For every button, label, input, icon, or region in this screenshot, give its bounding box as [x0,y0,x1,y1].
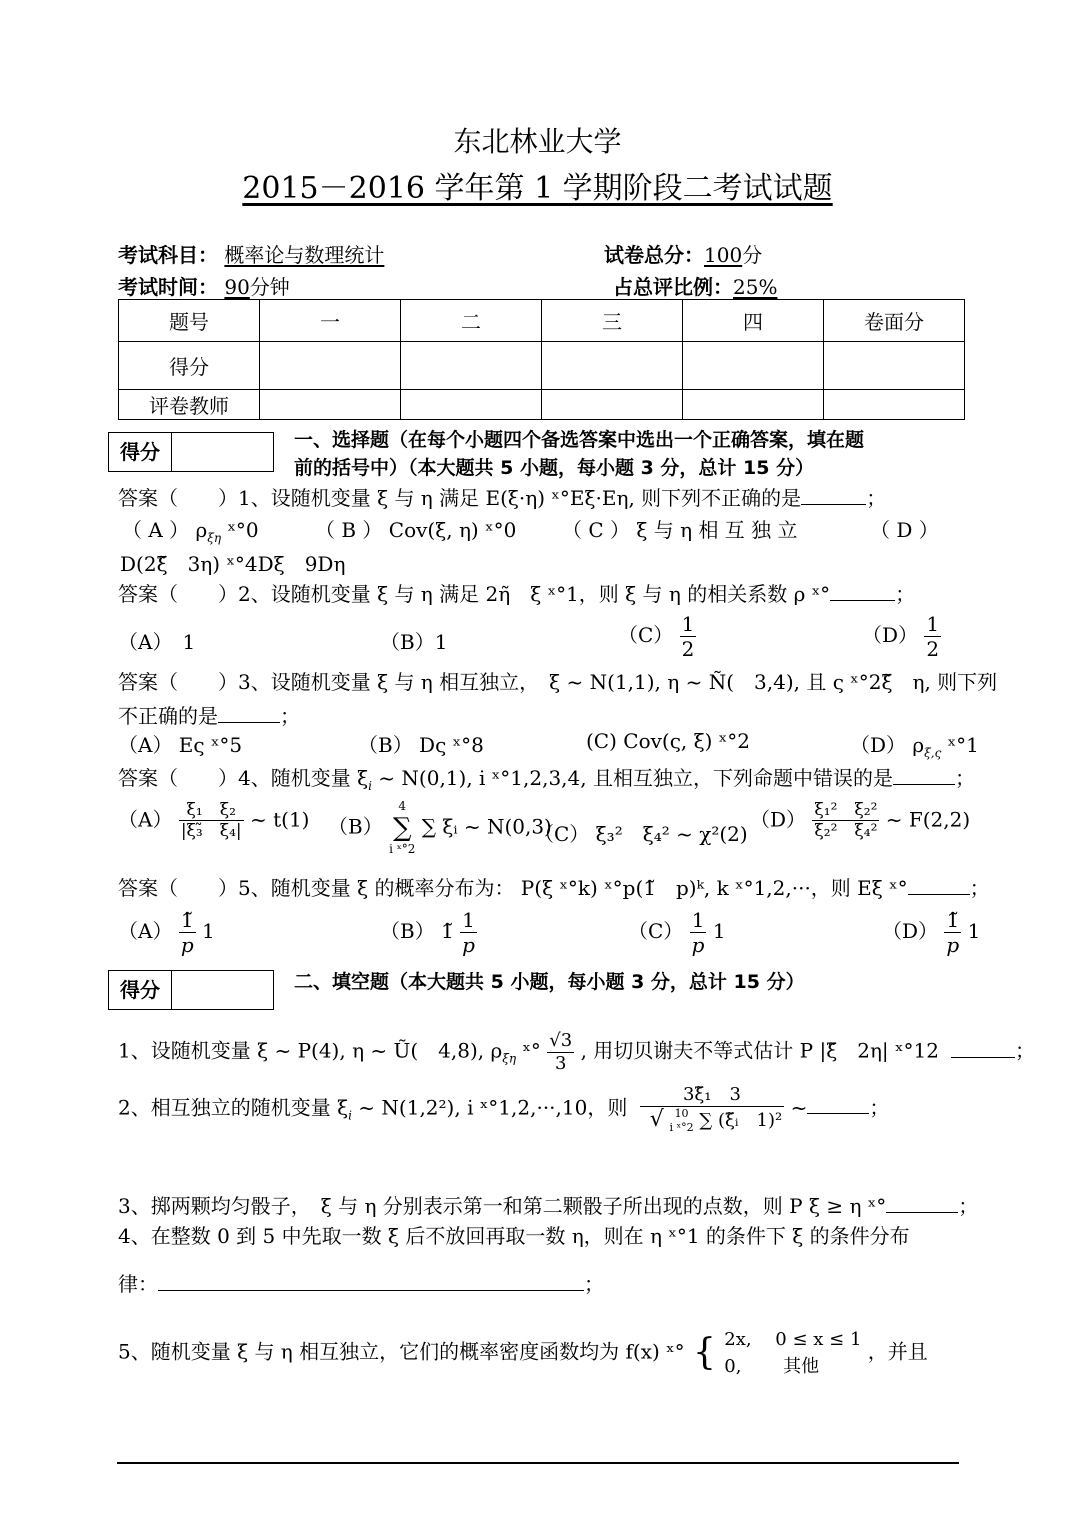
grader-row-label: 评卷教师 [119,390,260,420]
s1-q5-opt-a: （A） $\frac{1̃}{p}$ 1 [118,908,215,957]
s1-q1-text: 答案（ ）1、设随机变量 ξ 与 η 满足 E(ξ·η) ˣ°Eξ·Eη, 则下列不正确的是 [118,486,802,510]
score-cell[interactable] [260,342,401,390]
score-table-header: 四 [683,300,824,342]
section1-heading-line2: 前的括号中）（本大题共 5 小题，每小题 3 分，总计 15 分） [294,457,815,479]
s1-q2-blank[interactable] [830,600,895,601]
s2-q3: 3、掷两颗均匀骰子， ξ 与 η 分别表示第一和第二颗骰子所出现的点数，则 P ξ ≥ η ˣ° ； [118,1194,979,1218]
s1-q1-opt-d-formula: D(2ξ̃ 3η) ˣ°4Dξ 9Dη [120,552,346,576]
s1-q2-text: 答案（ ）2、设随机变量 ξ 与 η 满足 2η̃ ξ ˣ°1，则 ξ 与 η 的相关系数 ρ ˣ° [118,582,831,606]
score-table-header: 三 [542,300,683,342]
s1-q5-stem: 答案（ ）5、随机变量 ξ 的概率分布为： P(ξ ˣ°k) ˣ°p(1̃ p)ᵏ, k ˣ°1,2,···，则 Eξ ˣ° ； [118,876,990,900]
grader-cell[interactable] [824,390,965,420]
grader-cell[interactable] [260,390,401,420]
subject-label: 考试科目 [118,243,198,267]
grader-cell[interactable] [401,390,542,420]
score-cell[interactable] [824,342,965,390]
s1-q1-opt-c: （ C ） ξ 与 η 相 互 独 立 [562,518,798,542]
s1-q2-stem: 答案（ ）2、设随机变量 ξ 与 η 满足 2η̃ ξ ˣ°1，则 ξ 与 η 的相关系数 ρ ˣ° ； [118,582,916,606]
s1-q1-opt-a: （ A ） $\rho_{\xi\eta}$ ˣ°0 [122,518,259,545]
s1-q4-stem: 答案（ ）4、随机变量 $\xi_i$ ~ N(0,1), i ˣ°1,2,3,4, 且相互独立，下列命题中错误的是 ； [118,766,975,793]
s1-q2-opt-a: （A） 1 [118,630,196,654]
total-label: 试卷总分： [604,243,704,267]
university-name: 东北林业大学 [453,125,622,158]
ratio-value: 25% [733,275,778,299]
section1-heading-line1: 一、选择题（在每个小题四个备选答案中选出一个正确答案，填在题 [294,429,865,451]
s1-q5-opt-c: （C） $\frac{1}{p}$ 1 [628,908,726,957]
score-table-header-row [119,300,965,342]
s1-q5-blank[interactable] [908,894,970,895]
s1-q2-opt-c: （C） $\frac{1}{2}$ [618,612,695,661]
subject-row: 考试科目： 概率论与数理统计 [118,243,385,267]
exam-title [0,163,1075,207]
time-row: 考试时间： 90分钟 [118,275,290,299]
s2-q2-blank[interactable] [807,1113,869,1114]
section1-score-label: 得分 [109,433,172,471]
s2-q2: 2、相互独立的随机变量 $\xi_i$ ~ N(1,2²), i ˣ°1,2,···,10，则 3ξ̃₁ 3 √ 10 i ˣ°2 ∑ (ξ̃ᵢ 1)² ~ ； [118,1084,890,1134]
time-unit: 分钟 [249,275,290,299]
score-row-label: 得分 [119,342,260,390]
section2-heading: 二、填空题（本大题共 5 小题，每小题 3 分，总计 15 分） [294,971,805,993]
total-row [604,239,762,268]
grader-row [119,390,965,420]
s1-q4-opt-c: （C） ξ₃² ξ₄² ~ χ²(2) [534,822,748,846]
s1-q3-blank[interactable] [218,722,280,723]
s1-q2-opt-d: （D） $\frac{1}{2}$ [862,612,940,661]
ratio-label: 占总评比例： [613,275,733,299]
s1-q3-stem: 答案（ ）3、设随机变量 ξ 与 η 相互独立， ξ ~ N(1,1), η ~ Ñ( 3,4), 且 ς ˣ°2ξ̃ η, 则下列 [118,670,998,694]
s2-q3-blank[interactable] [886,1212,958,1213]
score-table-header: 一 [260,300,401,342]
total-value: 100 [704,243,743,267]
s2-q5: 5、随机变量 ξ 与 η 相互独立，它们的概率密度函数均为 f(x) ˣ° { 2x, 0 ≤ x ≤ 1 0, 其他 ，并且 [118,1329,928,1377]
total-unit: 分 [742,243,763,267]
s1-q4-opt-b: （B） 4 ∑ i ˣ°2 ∑ ξᵢ ~ N(0,3) [328,799,552,856]
score-table [118,299,965,420]
s2-q4: 4、在整数 0 到 5 中先取一数 ξ 后不放回再取一数 η，则在 η ˣ°1 的条件下 ξ 的条件分布 [118,1224,910,1248]
s2-q1: 1、设随机变量 ξ ~ P(4), η ~ Ũ( 4,8), $\rho_{\xi\eta}$ ˣ° $\frac{√3}{3}$ , 用切贝谢夫不等式估计 P |ξ̃ 2η| ˣ°12 ； [118,1030,1035,1074]
s1-q5-opt-d: （D） $\frac{1̃}{p}$ 1 [882,908,981,957]
score-cell[interactable] [542,342,683,390]
exam-title-text: 2015－2016 学年第 1 学期阶段二考试试题 [242,171,833,206]
s2-q4-blank[interactable] [158,1290,584,1291]
s1-q4-blank[interactable] [893,784,955,785]
s1-q2-opt-b: （B）1 [380,630,448,654]
s1-q1-stem: 答案（ ）1、设随机变量 ξ 与 η 满足 E(ξ·η) ˣ°Eξ·Eη, 则下列不正确的是 ； [118,486,887,510]
time-value: 90 [224,275,250,299]
s1-q1-opt-b: （ B ） Cov(ξ, η) ˣ°0 [315,518,517,542]
s1-q3-opt-a: （A） Eς ˣ°5 [118,733,243,757]
section2-score-box [108,970,274,1010]
score-table-header: 卷面分 [824,300,965,342]
s1-q1-opt-d: （ D ） [870,518,939,542]
s1-q4-opt-a: （A） $\frac{\text{ξ₁ ξ₂}}{\text{|ξ₃̃ ξ₄|}}$ ~ t(1) [118,800,310,842]
score-cell[interactable] [401,342,542,390]
ratio-row [613,271,777,300]
time-label: 考试时间 [118,275,198,299]
s1-q1-blank[interactable] [801,504,866,505]
section2-score-label: 得分 [109,971,172,1009]
s1-q5-opt-b: （B） 1̃ $\frac{1}{p}$ [380,908,475,957]
s2-q4-line2: 律： ； [118,1272,604,1296]
grader-cell[interactable] [683,390,824,420]
grader-cell[interactable] [542,390,683,420]
s1-q3-stem2: 不正确的是 ； [118,704,300,728]
score-cell[interactable] [683,342,824,390]
section1-score-box [108,432,274,472]
s1-q3-opt-c: (C) Cov(ς, ξ) ˣ°2 [586,729,751,753]
subject-value: 概率论与数理统计 [224,243,385,267]
s1-q3-opt-d: （D） $\rho_{\xi,\varsigma}$ ˣ°1 [850,733,979,760]
page-bottom-rule [117,1462,959,1464]
s1-q4-opt-d: （D） $\frac{\text{ξ₁² ξ₂²}}{\text{ξ₂² ξ₄²}}$ ~ F(2,2) [750,800,971,842]
score-row [119,342,965,390]
s1-q3-opt-b: （B） Dς ˣ°8 [358,733,484,757]
s2-q1-blank[interactable] [951,1057,1015,1058]
score-table-header: 题号 [119,300,260,342]
score-table-header: 二 [401,300,542,342]
